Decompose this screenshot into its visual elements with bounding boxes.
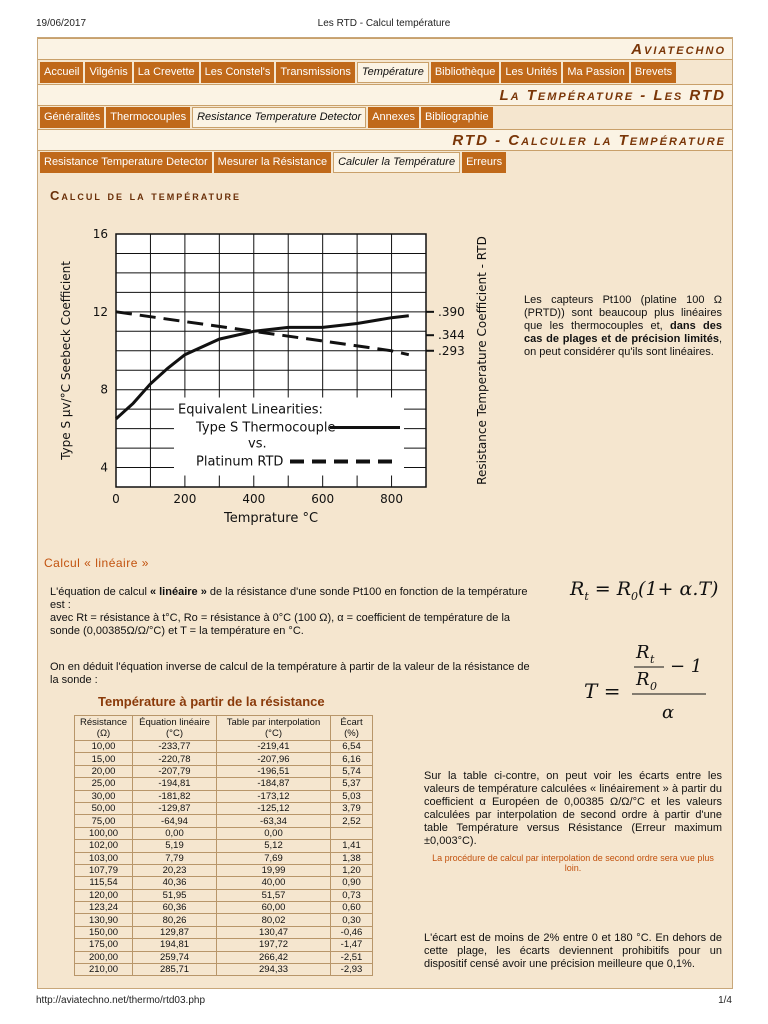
f1-eq: = R (588, 578, 632, 600)
table-cell: 5,12 (217, 840, 331, 852)
f2-alpha: α (662, 702, 675, 723)
nav-tab[interactable]: Annexes (368, 107, 419, 128)
nav-tab[interactable]: Erreurs (462, 152, 506, 173)
temperature-formula (584, 638, 733, 728)
eq-text-d: avec Rt = résistance à t°C, Ro = résistance à 0°C (100 Ω), α = coefficient de température de la sonde (0,00385Ω/Ω/°C) et T = la température en °C. (50, 612, 511, 637)
sub-nav (40, 107, 495, 128)
table-cell: 5,37 (331, 778, 373, 790)
x-tick-label: 800 (380, 492, 404, 506)
table-row (75, 827, 373, 839)
table-cell: -233,77 (133, 741, 217, 753)
table-row (75, 802, 373, 814)
page-frame (37, 37, 733, 989)
table-cell: 120,00 (75, 889, 133, 901)
pt100-text-c: , on peut considérer qu'ils sont linéaires. (524, 333, 722, 358)
nav-tab[interactable]: Resistance Temperature Detector (192, 107, 366, 128)
x-tick-label: 0 (112, 492, 120, 506)
th-ecart: Écart (%) (331, 716, 373, 741)
pt100-text-b: dans des cas de plages et de précision limités (524, 320, 722, 345)
table-cell: 5,19 (133, 840, 217, 852)
th-equation: Équation linéaire (°C) (133, 716, 217, 741)
table-row (75, 778, 373, 790)
inverse-paragraph: On en déduit l'équation inverse de calcul de la température à partir de la valeur de la résistance de la sonde : (50, 661, 530, 686)
right-tick-label: .293 (438, 343, 465, 358)
table-row (75, 889, 373, 901)
table-cell: 75,00 (75, 815, 133, 827)
table-cell: 1,38 (331, 852, 373, 864)
th-resistance: Résistance (Ω) (75, 716, 133, 741)
table-cell: 25,00 (75, 778, 133, 790)
table-cell: 7,79 (133, 852, 217, 864)
table-cell: 130,90 (75, 914, 133, 926)
table-cell: -2,51 (331, 951, 373, 963)
table-cell: 5,74 (331, 765, 373, 777)
y-axis-label-left: Type S μv/°C Seebeck Coefficient (59, 261, 73, 460)
f1-sub-t: t (584, 589, 589, 603)
subsection-title-bar (38, 129, 732, 151)
y-tick-label: 8 (100, 382, 108, 397)
print-title: Les RTD - Calcul température (317, 18, 451, 29)
print-footer (0, 992, 768, 1008)
table-row (75, 926, 373, 938)
table-cell: 80,26 (133, 914, 217, 926)
table-row (75, 741, 373, 753)
nav-tab[interactable]: Mesurer la Résistance (214, 152, 331, 173)
table-row (75, 765, 373, 777)
table-cell: 130,47 (217, 926, 331, 938)
nav-tab[interactable]: Calculer la Température (333, 152, 460, 173)
table-cell: 60,36 (133, 902, 217, 914)
eq-text-b: « linéaire » (149, 586, 207, 598)
print-page: 1/4 (718, 995, 732, 1006)
table-row (75, 951, 373, 963)
main-nav (40, 62, 678, 83)
y-axis-label-right: Resistance Temperature Coefficient - RTD (475, 236, 489, 485)
table-cell: 194,81 (133, 939, 217, 951)
site-title-bar (38, 38, 732, 60)
eq-text-a: L'équation de calcul (50, 586, 150, 598)
y-tick-label: 4 (100, 460, 108, 475)
print-url: http://aviatechno.net/thermo/rtd03.php (36, 995, 205, 1006)
table-cell: -194,81 (133, 778, 217, 790)
legend-label-thermocouple: Type S Thermocouple (196, 420, 336, 436)
f1-r: R (570, 578, 585, 600)
table-cell: 0,90 (331, 877, 373, 889)
table-cell: -125,12 (217, 802, 331, 814)
pt100-text-a: Les capteurs Pt100 (platine 100 Ω (PRTD)) sont beaucoup plus linéaires que les thermocouples et, (524, 294, 722, 332)
table-cell: 129,87 (133, 926, 217, 938)
table-cell: 107,79 (75, 864, 133, 876)
y-tick-label: 16 (92, 227, 108, 241)
section-title: La Température - Les RTD (499, 87, 726, 104)
table-row (75, 753, 373, 765)
f2-t: T = (584, 679, 621, 703)
table-cell: 40,36 (133, 877, 217, 889)
table-cell: -184,87 (217, 778, 331, 790)
table-cell: 200,00 (75, 951, 133, 963)
table-cell: 0,30 (331, 914, 373, 926)
table-cell: -207,96 (217, 753, 331, 765)
table-cell: -63,34 (217, 815, 331, 827)
table-cell: 80,02 (217, 914, 331, 926)
nav-tab[interactable]: La Crevette (134, 62, 199, 83)
table-comment: Sur la table ci-contre, on peut voir les écarts entre les valeurs de température calculées « linéairement » à partir du coefficient α Européen de 0,00385 Ω/Ω/°C et les valeurs calculées par interpolation de second ordre à partir d'une table Température versus Résistance (Erreur maximum ±0,003°C). (424, 770, 722, 847)
table-cell: -1,47 (331, 939, 373, 951)
table-cell: 100,00 (75, 827, 133, 839)
nav-tab[interactable]: Resistance Temperature Detector (40, 152, 212, 173)
table-cell: 30,00 (75, 790, 133, 802)
print-header (0, 14, 768, 30)
table-cell: 0,00 (133, 827, 217, 839)
th-interpolation: Table par interpolation (°C) (217, 716, 331, 741)
table-row (75, 939, 373, 951)
table-cell: 102,00 (75, 840, 133, 852)
table-cell: -181,82 (133, 790, 217, 802)
y-tick-label: 12 (92, 304, 108, 319)
table-cell: -196,51 (217, 765, 331, 777)
nav-tab[interactable]: Température (357, 62, 429, 83)
nav-tab[interactable]: Généralités (40, 107, 104, 128)
f1-sub-0: 0 (631, 589, 639, 603)
table-cell: 20,23 (133, 864, 217, 876)
table-cell: 60,00 (217, 902, 331, 914)
f2-den: R (636, 669, 650, 690)
nav-tab[interactable]: Ma Passion (563, 62, 628, 83)
table-cell: 150,00 (75, 926, 133, 938)
f2-minus: − 1 (670, 656, 703, 677)
table-cell: 197,72 (217, 939, 331, 951)
legend-vs: vs. (248, 436, 267, 452)
resistance-formula (570, 578, 718, 603)
table-cell: 15,00 (75, 753, 133, 765)
table-row (75, 902, 373, 914)
nav-tab[interactable]: Les Unités (501, 62, 561, 83)
table-cell: -219,41 (217, 741, 331, 753)
table-cell: 0,73 (331, 889, 373, 901)
table-cell: 103,00 (75, 852, 133, 864)
table-row (75, 964, 373, 976)
legend-title: Equivalent Linearities: (178, 402, 323, 418)
table-cell: 0,00 (217, 827, 331, 839)
legend-label-rtd: Platinum RTD (196, 454, 284, 470)
nav-tab[interactable]: Vilgénis (85, 62, 131, 83)
table-cell: 6,16 (331, 753, 373, 765)
table-cell: 3,79 (331, 802, 373, 814)
table-row (75, 790, 373, 802)
table-cell: 7,69 (217, 852, 331, 864)
print-date: 19/06/2017 (36, 18, 87, 29)
table-cell: 1,20 (331, 864, 373, 876)
f1-paren: (1+ α.T) (638, 578, 719, 600)
x-tick-label: 600 (311, 492, 335, 506)
linear-heading: Calcul « linéaire » (44, 556, 149, 570)
resistance-table (74, 715, 373, 976)
ecart-paragraph: L'écart est de moins de 2% entre 0 et 180 °C. En dehors de cette plage, les écarts deviennent prohibitifs pour un dispositif censé avoir une précision meilleure que 0,1%. (424, 932, 722, 970)
sub-nav-2 (40, 152, 508, 173)
table-cell: 266,42 (217, 951, 331, 963)
nav-tab[interactable]: Thermocouples (106, 107, 190, 128)
nav-tab[interactable]: Accueil (40, 62, 83, 83)
section-title-bar (38, 84, 732, 106)
f2-den-sub: 0 (650, 680, 657, 693)
table-cell: 294,33 (217, 964, 331, 976)
nav-tab[interactable]: Les Constel's (201, 62, 275, 83)
table-cell: -220,78 (133, 753, 217, 765)
table-cell: 0,60 (331, 902, 373, 914)
table-title: Température à partir de la résistance (98, 694, 325, 709)
x-tick-label: 200 (173, 492, 197, 506)
table-cell: -207,79 (133, 765, 217, 777)
table-row (75, 840, 373, 852)
right-tick-label: .390 (438, 304, 465, 319)
linearity-chart (50, 216, 512, 546)
x-tick-label: 400 (242, 492, 266, 506)
table-cell: -129,87 (133, 802, 217, 814)
nav-tab[interactable]: Bibliographie (421, 107, 493, 128)
table-row (75, 877, 373, 889)
table-row (75, 864, 373, 876)
f2-num-sub: t (650, 653, 655, 666)
table-cell: 285,71 (133, 964, 217, 976)
nav-tab[interactable]: Brevets (631, 62, 676, 83)
table-cell: 6,54 (331, 741, 373, 753)
table-cell: 40,00 (217, 877, 331, 889)
table-cell: 115,54 (75, 877, 133, 889)
subsection-title: RTD - Calculer la Température (452, 132, 726, 149)
x-axis-label: Temprature °C (223, 511, 319, 526)
table-cell: 259,74 (133, 951, 217, 963)
table-cell: 50,00 (75, 802, 133, 814)
table-cell: -64,94 (133, 815, 217, 827)
pt100-paragraph (524, 294, 722, 359)
equation-paragraph (50, 586, 536, 638)
table-cell (331, 827, 373, 839)
nav-tab[interactable]: Bibliothèque (431, 62, 500, 83)
right-tick-label: .344 (438, 328, 465, 343)
table-row (75, 852, 373, 864)
table-cell: 210,00 (75, 964, 133, 976)
table-cell: -0,46 (331, 926, 373, 938)
table-cell: 20,00 (75, 765, 133, 777)
table-row (75, 815, 373, 827)
table-cell: 5,03 (331, 790, 373, 802)
f2-num: R (636, 642, 650, 663)
site-title[interactable]: Aviatechno (631, 41, 726, 58)
table-cell: 175,00 (75, 939, 133, 951)
table-cell: 10,00 (75, 741, 133, 753)
table-cell: 51,95 (133, 889, 217, 901)
eq-text-c: de la résistance d'une sonde Pt100 en fonction de la température est : (50, 586, 528, 611)
table-cell: 1,41 (331, 840, 373, 852)
table-cell: 123,24 (75, 902, 133, 914)
table-cell: -2,93 (331, 964, 373, 976)
page-heading: Calcul de la température (50, 188, 242, 203)
table-cell: 19,99 (217, 864, 331, 876)
interpolation-note: La procédure de calcul par interpolation de second ordre sera vue plus loin. (432, 853, 714, 873)
table-cell: 2,52 (331, 815, 373, 827)
table-cell: 51,57 (217, 889, 331, 901)
table-row (75, 914, 373, 926)
nav-tab[interactable]: Transmissions (276, 62, 355, 83)
table-cell: -173,12 (217, 790, 331, 802)
